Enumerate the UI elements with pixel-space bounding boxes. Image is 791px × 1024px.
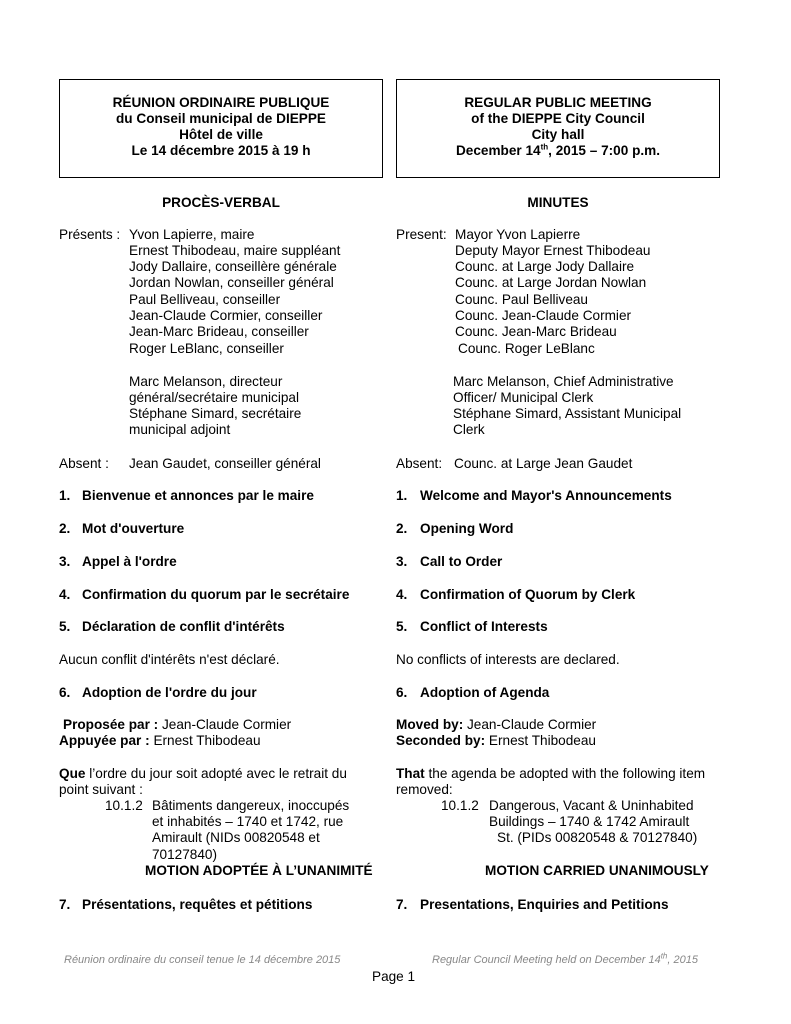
item-title-en: Welcome and Mayor's Announcements <box>420 488 672 503</box>
header-en-line1: REGULAR PUBLIC MEETING <box>464 95 652 110</box>
footer-en-year: , 2015 <box>667 954 698 966</box>
resolution-en-line1 <box>396 766 705 782</box>
present-member-fr: Jody Dallaire, conseillère générale <box>129 259 337 274</box>
sub-item-num-fr: 10.1.2 <box>105 798 143 813</box>
header-fr-line3: Hôtel de ville <box>179 127 263 142</box>
resolution-fr-text: l’ordre du jour soit adopté avec le retrait du <box>89 766 347 781</box>
header-en-time: , 2015 – 7:00 p.m. <box>548 143 661 158</box>
staff-en: Clerk <box>453 422 485 437</box>
present-member-fr: Jean-Marc Brideau, conseiller <box>129 324 309 339</box>
conflict-text-en: No conflicts of interests are declared. <box>396 652 620 667</box>
item-num-fr: 6. <box>59 685 71 700</box>
header-box-en <box>396 79 720 178</box>
header-en-line3: City hall <box>531 127 585 142</box>
seconded-by-en <box>396 733 596 749</box>
header-en-line4 <box>397 143 719 159</box>
item-title-en: Adoption of Agenda <box>420 685 550 700</box>
item-title-fr: Mot d'ouverture <box>82 521 185 536</box>
footer-en <box>432 951 698 966</box>
item-title-en: Presentations, Enquiries and Petitions <box>420 897 669 912</box>
present-member-en: Counc. at Large Jody Dallaire <box>455 259 635 274</box>
seconded-by-fr <box>59 733 261 749</box>
title-en: MINUTES <box>527 195 589 210</box>
sub-item-en: Dangerous, Vacant & Uninhabited <box>489 798 694 813</box>
moved-value-en: Jean-Claude Cormier <box>467 717 597 732</box>
moved-by-en <box>396 717 596 733</box>
title-fr: PROCÈS-VERBAL <box>162 195 280 210</box>
present-member-en: Counc. at Large Jordan Nowlan <box>455 275 647 290</box>
header-en-date-sup: th <box>540 142 549 152</box>
item-title-en: Conflict of Interests <box>420 619 548 634</box>
item-title-fr: Bienvenue et annonces par le maire <box>82 488 314 503</box>
header-fr-line4: Le 14 décembre 2015 à 19 h <box>131 143 311 158</box>
item-title-fr: Appel à l'ordre <box>82 554 177 569</box>
absent-value-en: Counc. at Large Jean Gaudet <box>454 456 633 471</box>
staff-fr: général/secrétaire municipal <box>129 390 300 405</box>
item-title-fr: Présentations, requêtes et pétitions <box>82 897 313 912</box>
present-member-en: Mayor Yvon Lapierre <box>455 227 581 242</box>
staff-fr: municipal adjoint <box>129 422 231 437</box>
present-label-fr: Présents : <box>59 227 121 242</box>
item-title-en: Confirmation of Quorum by Clerk <box>420 587 636 602</box>
item-num-fr: 4. <box>59 587 71 602</box>
item-num-fr: 3. <box>59 554 71 569</box>
footer-en-text: Regular Council Meeting held on December 14 <box>432 954 661 966</box>
footer-en-sup: th <box>660 951 668 961</box>
item-num-en: 5. <box>396 619 408 634</box>
sub-item-fr: Amirault (NIDs 00820548 et <box>152 830 320 845</box>
resolution-en-that: That <box>396 766 425 781</box>
item-title-en: Call to Order <box>420 554 503 569</box>
present-member-fr: Jordan Nowlan, conseiller général <box>129 275 334 290</box>
seconded-label-en: Seconded by: <box>396 733 486 748</box>
absent-value-fr: Jean Gaudet, conseiller général <box>129 456 321 471</box>
present-member-en: Counc. Jean-Marc Brideau <box>455 324 617 339</box>
resolution-en-line2: removed: <box>396 782 453 797</box>
conflict-text-fr: Aucun conflit d'intérêts n'est déclaré. <box>59 652 280 667</box>
item-num-en: 1. <box>396 488 408 503</box>
footer-fr: Réunion ordinaire du conseil tenue le 14 décembre 2015 <box>64 954 341 966</box>
present-member-fr: Ernest Thibodeau, maire suppléant <box>129 243 341 258</box>
motion-result-fr: MOTION ADOPTÉE À L’UNANIMITÉ <box>145 863 373 878</box>
staff-fr: Stéphane Simard, secrétaire <box>129 406 302 421</box>
item-num-fr: 1. <box>59 488 71 503</box>
resolution-fr-line2: point suivant : <box>59 782 143 797</box>
item-title-fr: Confirmation du quorum par le secrétaire <box>82 587 350 602</box>
item-num-fr: 5. <box>59 619 71 634</box>
header-box-fr <box>59 79 383 178</box>
seconded-label-fr: Appuyée par : <box>59 733 150 748</box>
sub-item-en: Buildings – 1740 & 1742 Amirault <box>489 814 690 829</box>
header-fr-line1: RÉUNION ORDINAIRE PUBLIQUE <box>112 95 330 110</box>
moved-label-fr: Proposée par : <box>63 717 159 732</box>
resolution-en-text: the agenda be adopted with the following item <box>428 766 706 781</box>
present-member-en: Counc. Roger LeBlanc <box>458 341 595 356</box>
page-number: Page 1 <box>372 969 416 984</box>
staff-en: Stéphane Simard, Assistant Municipal <box>453 406 682 421</box>
sub-item-en: St. (PIDs 00820548 & 70127840) <box>497 830 698 845</box>
item-title-fr: Déclaration de conflit d'intérêts <box>82 619 285 634</box>
present-member-en: Deputy Mayor Ernest Thibodeau <box>455 243 651 258</box>
present-member-fr: Paul Belliveau, conseiller <box>129 292 281 307</box>
moved-label-en: Moved by: <box>396 717 464 732</box>
seconded-value-fr: Ernest Thibodeau <box>153 733 261 748</box>
present-member-en: Counc. Jean-Claude Cormier <box>455 308 632 323</box>
item-num-en: 6. <box>396 685 408 700</box>
present-member-fr: Jean-Claude Cormier, conseiller <box>129 308 323 323</box>
staff-en: Marc Melanson, Chief Administrative <box>453 374 674 389</box>
resolution-fr-line1 <box>59 766 347 782</box>
motion-result-en: MOTION CARRIED UNANIMOUSLY <box>485 863 709 878</box>
resolution-fr-que: Que <box>59 766 86 781</box>
header-en-line2: of the DIEPPE City Council <box>471 111 645 126</box>
item-num-fr: 2. <box>59 521 71 536</box>
staff-fr: Marc Melanson, directeur <box>129 374 283 389</box>
item-num-en: 4. <box>396 587 408 602</box>
header-fr-line2: du Conseil municipal de DIEPPE <box>116 111 326 126</box>
item-title-fr: Adoption de l'ordre du jour <box>82 685 257 700</box>
item-num-fr: 7. <box>59 897 71 912</box>
present-member-en: Counc. Paul Belliveau <box>455 292 588 307</box>
sub-item-fr: 70127840) <box>152 847 218 862</box>
sub-item-num-en: 10.1.2 <box>441 798 479 813</box>
item-title-en: Opening Word <box>420 521 514 536</box>
item-num-en: 2. <box>396 521 408 536</box>
present-member-fr: Yvon Lapierre, maire <box>129 227 255 242</box>
header-en-date: December 14 <box>455 143 541 158</box>
absent-label-en: Absent: <box>396 456 443 471</box>
absent-label-fr: Absent : <box>59 456 109 471</box>
moved-by-fr <box>63 717 291 733</box>
seconded-value-en: Ernest Thibodeau <box>488 733 596 748</box>
present-label-en: Present: <box>396 227 447 242</box>
item-num-en: 7. <box>396 897 408 912</box>
item-num-en: 3. <box>396 554 408 569</box>
sub-item-fr: et inhabités – 1740 et 1742, rue <box>152 814 344 829</box>
sub-item-fr: Bâtiments dangereux, inoccupés <box>152 798 350 813</box>
moved-value-fr: Jean-Claude Cormier <box>161 717 292 732</box>
staff-en: Officer/ Municipal Clerk <box>453 390 594 405</box>
present-member-fr: Roger LeBlanc, conseiller <box>129 341 284 356</box>
